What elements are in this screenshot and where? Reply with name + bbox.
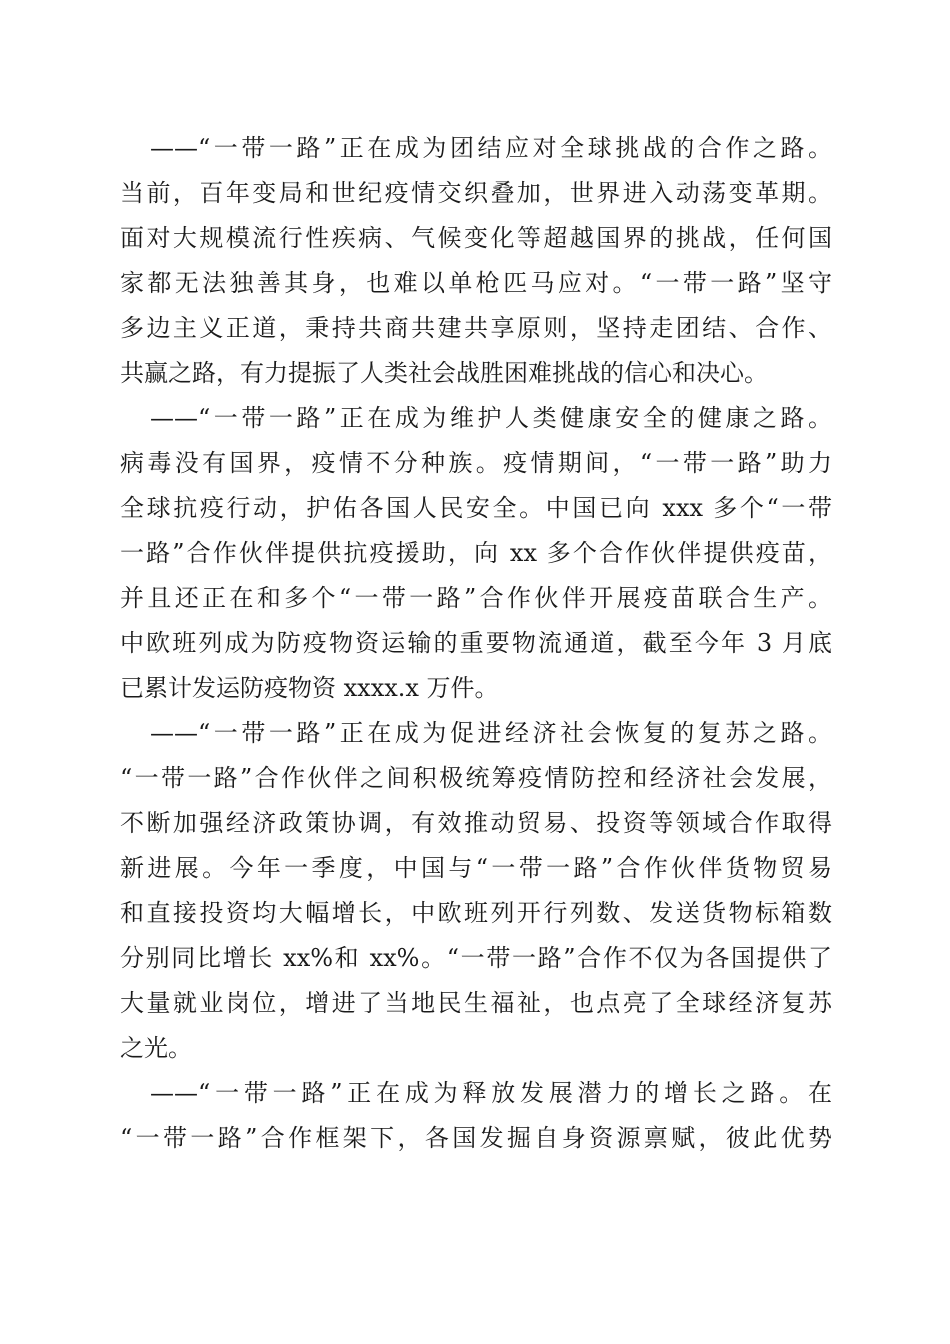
paragraph-2-line-6: 中欧班列成为防疫物资运输的重要物流通道，截至今年 3 月底 xyxy=(120,629,832,657)
paragraph-2-line-3: 全球抗疫行动，护佑各国人民安全。中国已向 xxx 多个“一带 xyxy=(120,494,832,522)
paragraph-2-line-4: 一路”合作伙伴提供抗疫援助，向 xx 多个合作伙伴提供疫苗， xyxy=(120,539,832,567)
paragraph-3-line-4: 新进展。今年一季度，中国与“一带一路”合作伙伴货物贸易 xyxy=(120,854,832,882)
paragraph-3-line-1: ——“一带一路”正在成为促进经济社会恢复的复苏之路。 xyxy=(150,719,832,747)
paragraph-3-line-8: 之光。 xyxy=(120,1034,192,1062)
paragraph-4-line-1: ——“一带一路”正在成为释放发展潜力的增长之路。在 xyxy=(150,1079,832,1107)
document-body xyxy=(120,126,832,1161)
paragraph-2-line-2: 病毒没有国界，疫情不分种族。疫情期间，“一带一路”助力 xyxy=(120,449,832,477)
paragraph-1-line-5: 多边主义正道，秉持共商共建共享原则，坚持走团结、合作、 xyxy=(120,314,832,342)
paragraph-1-line-2: 当前，百年变局和世纪疫情交织叠加，世界进入动荡变革期。 xyxy=(120,179,832,207)
paragraph-1-line-6: 共赢之路，有力提振了人类社会战胜困难挑战的信心和决心。 xyxy=(120,359,768,387)
paragraph-1-line-4: 家都无法独善其身，也难以单枪匹马应对。“一带一路”坚守 xyxy=(120,269,832,297)
paragraph-3-line-2: “一带一路”合作伙伴之间积极统筹疫情防控和经济社会发展， xyxy=(120,764,832,792)
paragraph-3-line-6: 分别同比增长 xx%和 xx%。“一带一路”合作不仅为各国提供了 xyxy=(120,944,832,972)
paragraph-1-line-3: 面对大规模流行性疾病、气候变化等超越国界的挑战，任何国 xyxy=(120,224,832,252)
paragraph-3-line-5: 和直接投资均大幅增长，中欧班列开行列数、发送货物标箱数 xyxy=(120,899,832,927)
paragraph-2-line-1: ——“一带一路”正在成为维护人类健康安全的健康之路。 xyxy=(150,404,832,432)
paragraph-2-line-7: 已累计发运防疫物资 xxxx.x 万件。 xyxy=(120,674,499,702)
paragraph-4-line-2: “一带一路”合作框架下，各国发掘自身资源禀赋，彼此优势 xyxy=(120,1124,832,1152)
paragraph-3-line-7: 大量就业岗位，增进了当地民生福祉，也点亮了全球经济复苏 xyxy=(120,989,832,1017)
paragraph-2-line-5: 并且还正在和多个“一带一路”合作伙伴开展疫苗联合生产。 xyxy=(120,584,832,612)
paragraph-3-line-3: 不断加强经济政策协调，有效推动贸易、投资等领域合作取得 xyxy=(120,809,832,837)
paragraph-1-line-1: ——“一带一路”正在成为团结应对全球挑战的合作之路。 xyxy=(150,134,832,162)
